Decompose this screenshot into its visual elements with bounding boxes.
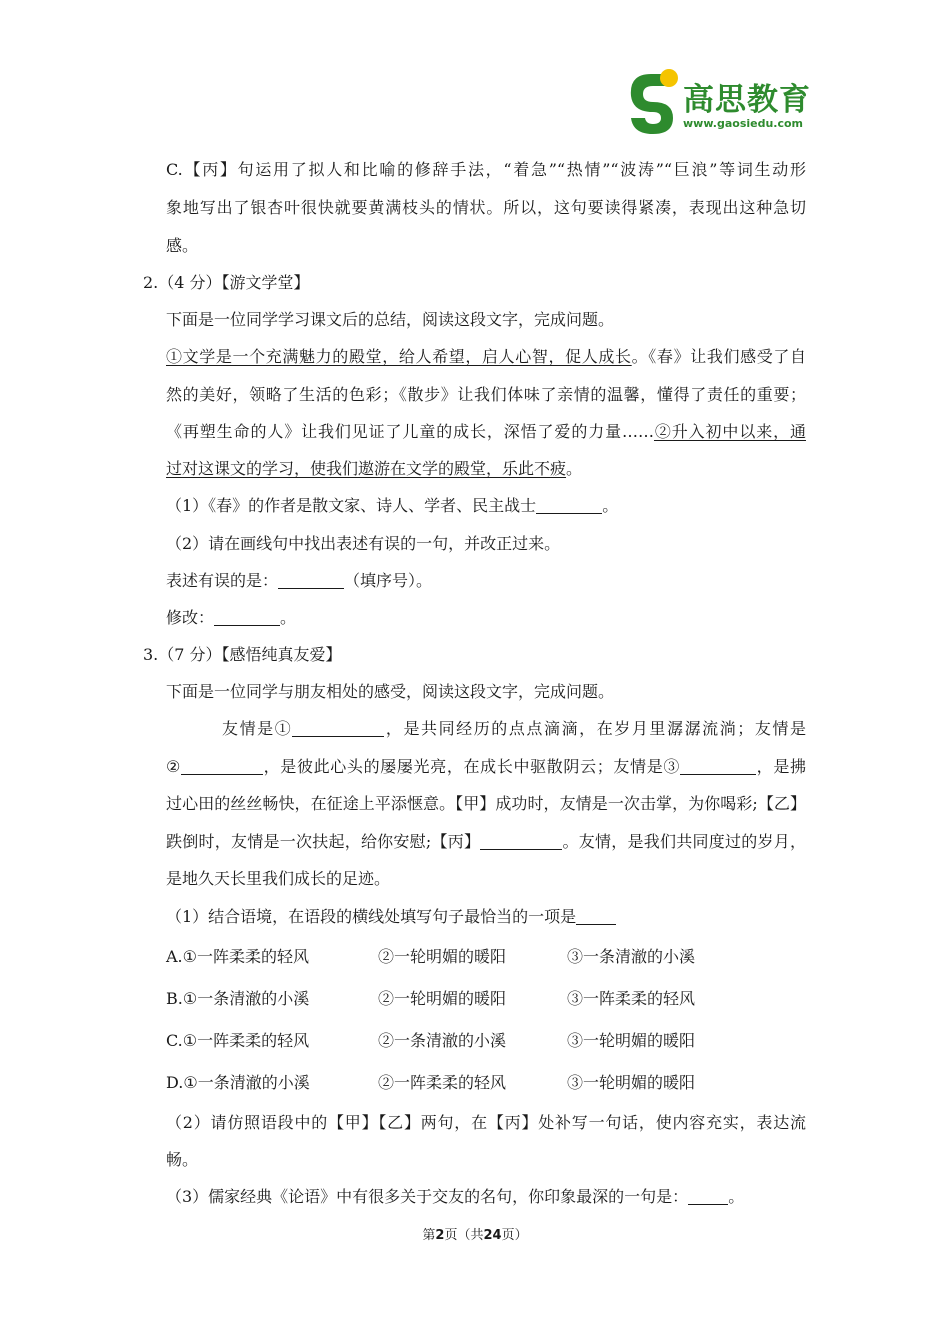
q2-sub1-text: （1）《春》的作者是散文家、诗人、学者、民主战士	[166, 496, 537, 515]
q2-passage-line4	[166, 458, 582, 480]
q3-sub2-line1: （2）请仿照语段中的【甲】【乙】两句，在【丙】处补写一句话，使内容充实，表达流	[166, 1113, 806, 1132]
q3-blank-2[interactable]	[181, 757, 263, 775]
footer-page-number: 2	[435, 1228, 445, 1243]
q3-intro: 下面是一位同学与朋友相处的感受，阅读这段文字，完成问题。	[166, 682, 615, 701]
q2-passage-line1-rest: 。《春》让我们感受了自	[631, 347, 806, 366]
q2-error-label: 表述有误的是：	[166, 571, 279, 590]
q2-fix-end: 。	[280, 608, 297, 627]
q3-sub1-text: （1）结合语境，在语段的横线处填写句子最恰当的一项是	[166, 907, 577, 926]
q2-sub1-answer-blank[interactable]	[536, 496, 602, 514]
q2-error-line	[166, 570, 432, 592]
q3-option-c-col2: ②一条清澈的小溪	[378, 1031, 507, 1050]
q3-passage-line2-mid: ，是彼此心头的屡屡光亮，在成长中驱散阴云；友情是③	[263, 757, 681, 776]
q3-blank-3[interactable]	[680, 757, 756, 775]
q3-header: 3.（7 分）【感悟纯真友爱】	[143, 645, 342, 664]
q3-passage-line4-post: 。友情，是我们共同度过的岁月，	[562, 832, 806, 851]
q2-header: 2.（4 分）【游文学堂】	[143, 273, 310, 292]
q3-option-b-col1: B.①一条清澈的小溪	[166, 989, 310, 1008]
q3-passage-line2-post: ，是拂	[756, 757, 806, 776]
q2-sub1-end: 。	[602, 496, 619, 515]
q3-passage-line2-pre: ②	[166, 757, 181, 776]
q3-passage-line4	[166, 831, 806, 853]
q3-passage-line1-pre: 友情是①	[222, 719, 293, 738]
q3-blank-1[interactable]	[292, 719, 384, 737]
q1-option-c-line3: 感。	[166, 236, 199, 255]
q2-error-answer-blank[interactable]	[278, 571, 344, 589]
q3-passage-line5: 是地久天长里我们成长的足迹。	[166, 869, 391, 888]
q3-sub1	[166, 906, 616, 928]
q3-blank-bing[interactable]	[480, 832, 562, 850]
q2-underlined-sentence-2a: ②升入初中以来，通	[653, 422, 806, 441]
footer-pre: 第	[422, 1228, 436, 1243]
q3-sub2-line2: 畅。	[166, 1150, 199, 1169]
q3-option-a-col1: A.①一阵柔柔的轻风	[166, 947, 309, 966]
logo-name: 高思教育	[683, 82, 811, 118]
q2-passage-line3	[166, 421, 806, 443]
gaosi-logo	[625, 66, 825, 136]
q3-option-a-col3: ③一条清澈的小溪	[567, 947, 696, 966]
q2-error-hint: （填序号）。	[344, 571, 433, 590]
page-footer	[0, 1227, 950, 1245]
q3-option-b-col2: ②一轮明媚的暖阳	[378, 989, 507, 1008]
q3-sub3-text: （3）儒家经典《论语》中有很多关于交友的名句，你印象最深的一句是：	[166, 1187, 689, 1206]
q3-option-d-col3: ③一轮明媚的暖阳	[567, 1073, 696, 1092]
q2-passage-line1	[166, 346, 806, 368]
q3-passage-line3: 过心田的丝丝畅快，在征途上平添惬意。【甲】成功时，友情是一次击掌，为你喝彩;【乙】	[166, 794, 806, 813]
q3-option-a-col2: ②一轮明媚的暖阳	[378, 947, 507, 966]
logo-mark-icon	[625, 66, 681, 136]
q2-fix-line	[166, 607, 296, 629]
q2-fix-label: 修改：	[166, 608, 215, 627]
q2-sub2: （2）请在画线句中找出表述有误的一句，并改正过来。	[166, 534, 561, 553]
q2-underlined-sentence-1: ①文学是一个充满魅力的殿堂，给人希望，启人心智，促人成长	[166, 347, 632, 366]
q3-option-d-col2: ②一阵柔柔的轻风	[378, 1073, 507, 1092]
q2-fix-answer-blank[interactable]	[214, 608, 280, 626]
q3-option-c-col3: ③一轮明媚的暖阳	[567, 1031, 696, 1050]
q2-underlined-sentence-2b: 过对这课文的学习，使我们遨游在文学的殿堂，乐此不疲	[166, 459, 567, 478]
logo-url: www.gaosiedu.com	[683, 117, 804, 130]
q3-passage-line4-pre: 跌倒时，友情是一次扶起，给你安慰;【丙】	[166, 832, 481, 851]
q1-option-c-line2: 象地写出了银杏叶很快就要黄满枝头的情状。所以，这句要读得紧凑，表现出这种急切	[166, 198, 806, 217]
q2-passage-line2: 然的美好，领略了生活的色彩；《散步》让我们体味了亲情的温馨，懂得了责任的重要；	[166, 385, 806, 404]
q2-passage-line4-rest: 。	[566, 459, 583, 478]
q2-sub1	[166, 495, 618, 517]
q3-sub3-answer-blank[interactable]	[688, 1187, 728, 1205]
q3-passage-line2	[166, 756, 806, 778]
footer-total-pages: 24	[483, 1228, 502, 1243]
q3-passage-line1	[222, 718, 806, 740]
q2-passage-line3-pre: 《再塑生命的人》让我们见证了儿童的成长，深悟了爱的力量……	[166, 422, 654, 441]
footer-post: 页）	[501, 1228, 528, 1243]
q2-intro: 下面是一位同学学习课文后的总结，阅读这段文字，完成问题。	[166, 310, 615, 329]
q3-option-c-col1: C.①一阵柔柔的轻风	[166, 1031, 310, 1050]
q3-sub1-answer-blank[interactable]	[576, 907, 616, 925]
q3-passage-line1-post: ，是共同经历的点点滴滴，在岁月里潺潺流淌；友情是	[384, 719, 806, 738]
footer-mid: 页（共	[444, 1228, 484, 1243]
q1-option-c-line1: C.【丙】句运用了拟人和比喻的修辞手法，“着急”“热情”“波涛”“巨浪”等词生动形	[166, 160, 806, 179]
q3-sub3-end: 。	[728, 1187, 745, 1206]
q3-option-b-col3: ③一阵柔柔的轻风	[567, 989, 696, 1008]
q3-sub3	[166, 1186, 744, 1208]
q3-option-d-col1: D.①一条清澈的小溪	[166, 1073, 310, 1092]
